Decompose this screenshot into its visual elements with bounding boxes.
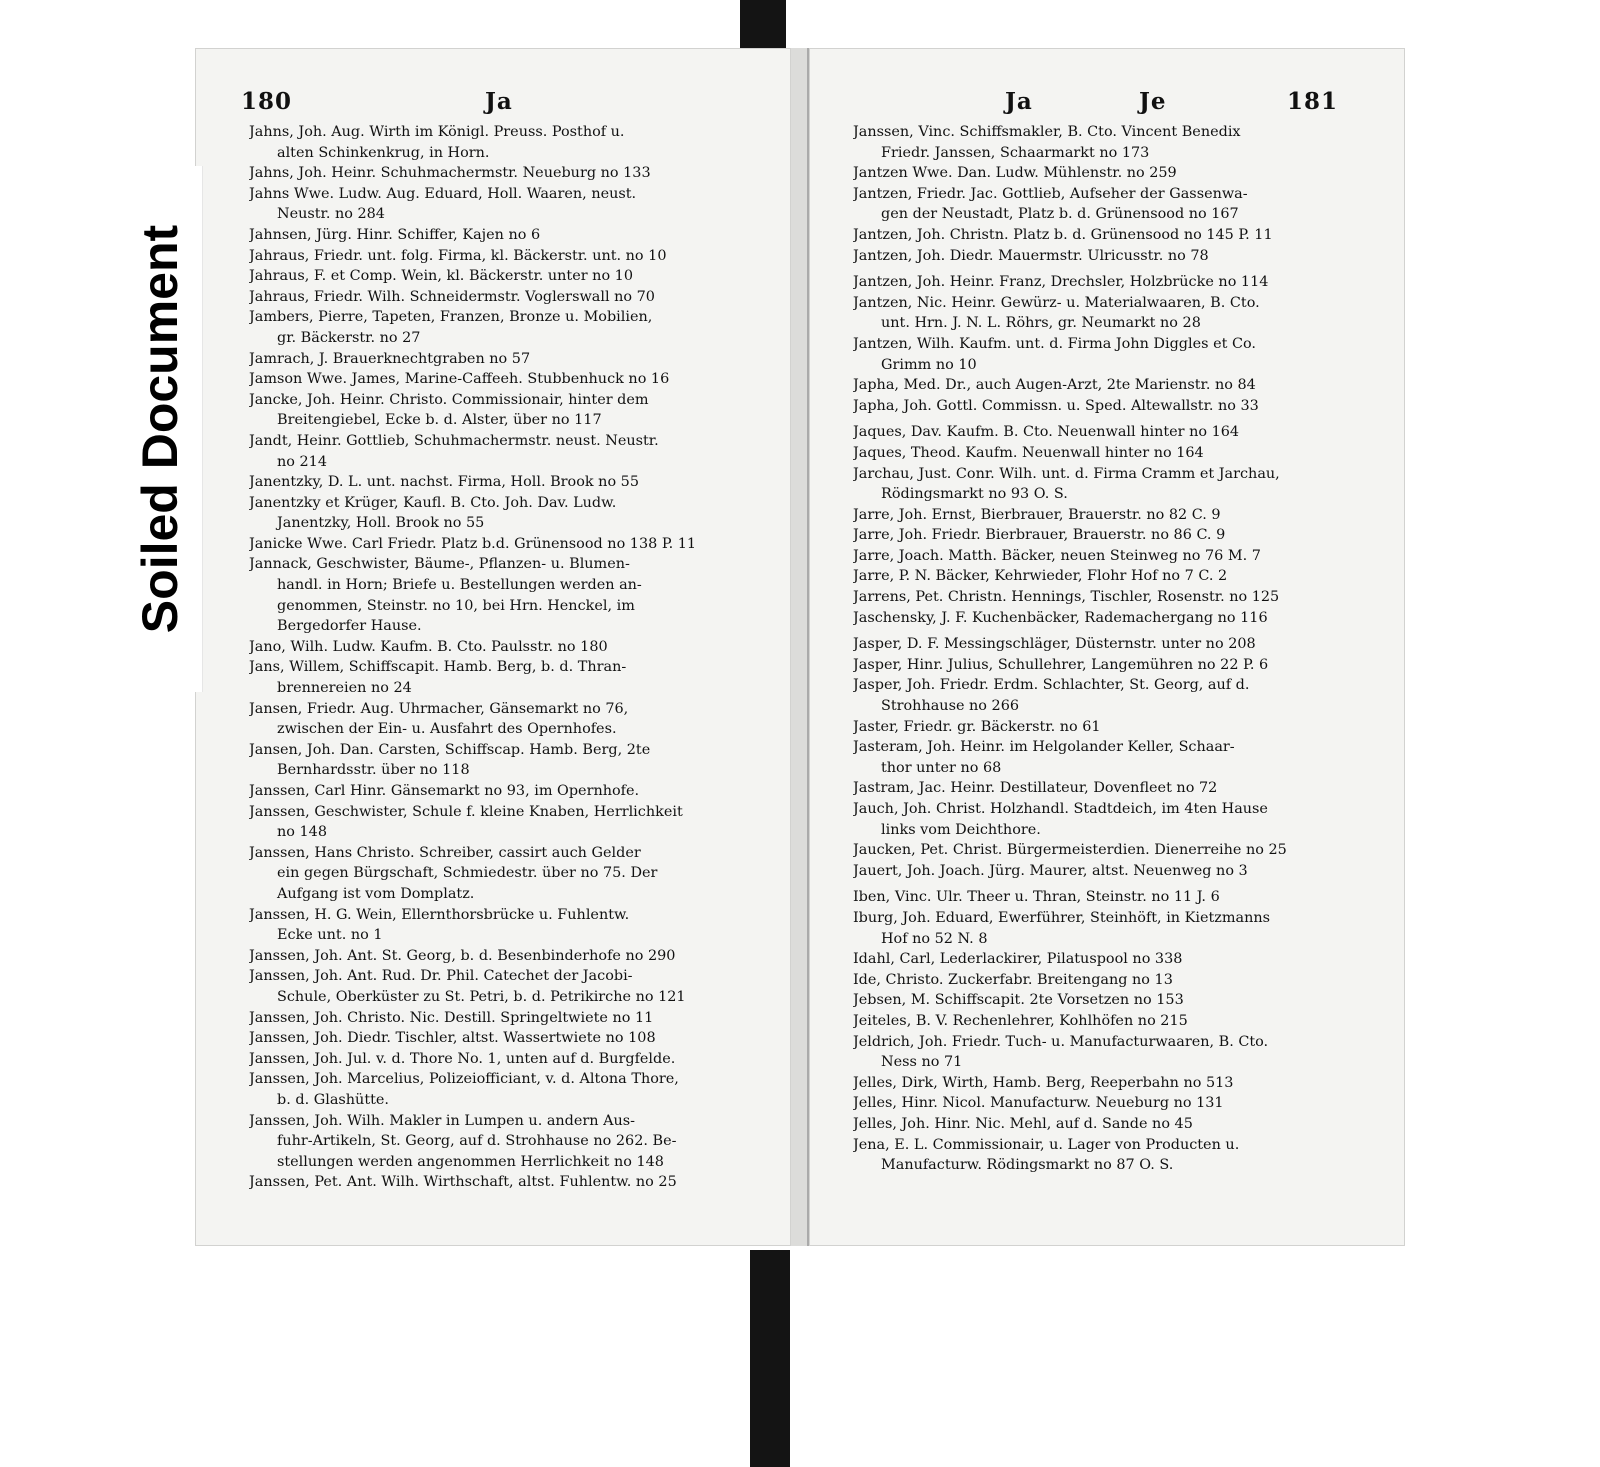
entry-line: Ide, Christo. Zuckerfabr. Breitengang no 13: [853, 971, 1173, 988]
directory-entry: [249, 287, 757, 308]
entry-line: Jantzen, Nic. Heinr. Gewürz- u. Materialwaaren, B. Cto.: [853, 294, 1260, 311]
directory-entry: [853, 1032, 1361, 1073]
page-number-right: 181: [1287, 88, 1339, 115]
directory-entry: [853, 1093, 1361, 1114]
directory-entry: [249, 1008, 757, 1029]
stamp-label: Soiled Document: [132, 224, 188, 634]
entry-line: Jansen, Joh. Dan. Carsten, Schiffscap. Hamb. Berg, 2te: [249, 741, 651, 758]
directory-entry: [853, 396, 1361, 417]
entry-line: Jambers, Pierre, Tapeten, Franzen, Bronze u. Mobilien,: [249, 309, 653, 326]
entry-continuation-line: no 214: [277, 453, 327, 470]
directory-entry: [853, 799, 1361, 840]
entry-line: Jarre, Joh. Ernst, Bierbrauer, Brauerstr. no 82 C. 9: [853, 506, 1221, 523]
entry-line: Janentzky et Krüger, Kaufl. B. Cto. Joh. Dav. Ludw.: [249, 494, 617, 511]
entry-line: Jauch, Joh. Christ. Holzhandl. Stadtdeich, im 4ten Hause: [853, 801, 1268, 817]
entry-line: Janssen, Joh. Ant. Rud. Dr. Phil. Catechet der Jacobi-: [249, 968, 633, 985]
directory-entry: [853, 1073, 1361, 1094]
entry-line: Jaucken, Pet. Christ. Bürgermeisterdien. Dienerreihe no 25: [853, 842, 1287, 859]
directory-entry: [853, 422, 1361, 443]
directory-entry: [249, 1111, 757, 1173]
directory-entry: [249, 246, 757, 267]
entry-continuation-line: fuhr-Artikeln, St. Georg, auf d. Strohhause no 262. Be-: [277, 1133, 677, 1150]
entry-line: Jarre, Joach. Matth. Bäcker, neuen Steinweg no 76 M. 7: [853, 547, 1261, 564]
entry-line: Jano, Wilh. Ludw. Kaufm. B. Cto. Paulsstr. no 180: [249, 638, 608, 655]
entry-continuation-line: Schule, Oberküster zu St. Petri, b. d. Petrikirche no 121: [277, 988, 686, 1005]
entry-line: Jena, E. L. Commissionair, u. Lager von Producten u.: [853, 1136, 1240, 1153]
directory-entry: [853, 546, 1361, 567]
page-number-left: 180: [241, 88, 293, 115]
directory-entry: [853, 225, 1361, 246]
entry-line: Jelles, Dirk, Wirth, Hamb. Berg, Reeperbahn no 513: [853, 1074, 1234, 1091]
directory-entry: [853, 655, 1361, 676]
entry-line: Janssen, Geschwister, Schule f. kleine Knaben, Herrlichkeit: [249, 803, 683, 820]
directory-entry: [853, 840, 1361, 861]
running-header-left: Ja: [485, 88, 513, 115]
entry-line: Jarrens, Pet. Christn. Hennings, Tischler, Rosenstr. no 125: [853, 589, 1280, 606]
directory-entry: [853, 587, 1361, 608]
entry-line: Janssen, Joh. Diedr. Tischler, altst. Wassertwiete no 108: [249, 1030, 656, 1047]
entry-line: Jancke, Joh. Heinr. Christo. Commissionair, hinter dem: [249, 391, 649, 408]
directory-entry: [853, 1114, 1361, 1135]
directory-entry: [853, 861, 1361, 882]
entry-continuation-line: b. d. Glashütte.: [277, 1091, 389, 1108]
directory-entry: [249, 225, 757, 246]
entry-continuation-line: Strohhause no 266: [881, 698, 1020, 715]
entry-line: Jannack, Geschwister, Bäume-, Pflanzen- u. Blumen-: [249, 556, 630, 573]
directory-entry: [249, 266, 757, 287]
entry-line: Jasper, Hinr. Julius, Schullehrer, Langemühren no 22 P. 6: [853, 656, 1269, 673]
directory-entry: [853, 634, 1361, 655]
entry-line: Janssen, Hans Christo. Schreiber, cassirt auch Gelder: [249, 844, 641, 861]
entry-line: Jamrach, J. Brauerknechtgraben no 57: [249, 350, 531, 367]
binding-clip-bottom: [750, 1250, 790, 1467]
entry-line: Jasper, D. F. Messingschläger, Düsternstr. unter no 208: [853, 636, 1256, 653]
entry-continuation-line: Rödingsmarkt no 93 O. S.: [881, 486, 1068, 503]
entry-line: Japha, Med. Dr., auch Augen-Arzt, 2te Marienstr. no 84: [853, 377, 1256, 394]
entry-continuation-line: gen der Neustadt, Platz b. d. Grünensood no 167: [881, 206, 1239, 223]
directory-entry: [249, 637, 757, 658]
entry-line: Jandt, Heinr. Gottlieb, Schuhmachermstr. neust. Neustr.: [249, 432, 659, 449]
directory-entry: [853, 717, 1361, 738]
directory-entry: [853, 443, 1361, 464]
entry-continuation-line: Janentzky, Holl. Brook no 55: [277, 515, 485, 532]
directory-entry: [853, 246, 1361, 267]
entry-line: Jans, Willem, Schiffscapit. Hamb. Berg, b. d. Thran-: [249, 659, 627, 676]
entry-continuation-line: Ecke unt. no 1: [277, 927, 383, 944]
directory-entry: [249, 554, 757, 636]
directory-entry: [249, 657, 757, 698]
directory-entry: [853, 608, 1361, 629]
directory-entry: [249, 946, 757, 967]
directory-entry: [853, 525, 1361, 546]
entry-line: Jamson Wwe. James, Marine-Caffeeh. Stubbenhuck no 16: [249, 371, 670, 388]
entry-line: Jahraus, Friedr. unt. folg. Firma, kl. Bäckerstr. unt. no 10: [249, 247, 667, 264]
entry-continuation-line: Bergedorfer Hause.: [277, 618, 422, 635]
left-page: [195, 48, 792, 1246]
directory-entry: [249, 781, 757, 802]
entry-continuation-line: Manufacturw. Rödingsmarkt no 87 O. S.: [881, 1157, 1174, 1174]
entry-line: Iben, Vinc. Ulr. Theer u. Thran, Steinstr. no 11 J. 6: [853, 889, 1220, 906]
book-spread: [195, 48, 1403, 1246]
entry-continuation-line: Ness no 71: [881, 1054, 963, 1071]
entry-continuation-line: genommen, Steinstr. no 10, bei Hrn. Henckel, im: [277, 597, 635, 614]
directory-entry: [249, 802, 757, 843]
directory-entry: [249, 122, 757, 163]
directory-entry: [853, 293, 1361, 334]
entry-line: Jaques, Dav. Kaufm. B. Cto. Neuenwall hinter no 164: [853, 424, 1240, 441]
directory-entry: [853, 184, 1361, 225]
entry-continuation-line: brennereien no 24: [277, 680, 412, 697]
entry-line: Jasteram, Joh. Heinr. im Helgolander Keller, Schaar-: [853, 739, 1235, 756]
entry-continuation-line: ein gegen Bürgschaft, Schmiedestr. über no 75. Der: [277, 865, 658, 882]
entry-line: Janssen, Joh. Wilh. Makler in Lumpen u. andern Aus-: [249, 1112, 636, 1129]
directory-entry: [249, 534, 757, 555]
directory-entry: [853, 970, 1361, 991]
running-header-right-je: Je: [1139, 88, 1167, 115]
directory-entry: [249, 493, 757, 534]
entry-continuation-line: unt. Hrn. J. N. L. Röhrs, gr. Neumarkt no 28: [881, 315, 1201, 332]
entry-line: Jansen, Friedr. Aug. Uhrmacher, Gänsemarkt no 76,: [249, 700, 629, 717]
entry-line: Jahns, Joh. Heinr. Schuhmachermstr. Neueburg no 133: [249, 165, 651, 182]
directory-entry: [853, 163, 1361, 184]
entry-line: Jeldrich, Joh. Friedr. Tuch- u. Manufacturwaaren, B. Cto.: [853, 1033, 1269, 1050]
entry-line: Janssen, Pet. Ant. Wilh. Wirthschaft, altst. Fuhlentw. no 25: [249, 1174, 677, 1191]
directory-entry: [249, 966, 757, 1007]
book-gutter: [791, 48, 807, 1246]
entry-line: Janssen, Joh. Marcelius, Polizeiofficiant, v. d. Altona Thore,: [249, 1071, 679, 1088]
entry-line: Japha, Joh. Gottl. Commissn. u. Sped. Altewallstr. no 33: [853, 397, 1259, 414]
entry-line: Janssen, Carl Hinr. Gänsemarkt no 93, im Opernhofe.: [249, 783, 640, 799]
directory-entry: [249, 740, 757, 781]
entry-continuation-line: Aufgang ist vom Domplatz.: [277, 885, 475, 902]
entry-continuation-line: Bernhardsstr. über no 118: [277, 762, 470, 779]
directory-entry: [853, 566, 1361, 587]
entry-line: Jelles, Hinr. Nicol. Manufacturw. Neueburg no 131: [853, 1095, 1224, 1112]
directory-entry: [249, 184, 757, 225]
directory-entry: [249, 905, 757, 946]
entry-line: Iburg, Joh. Eduard, Ewerführer, Steinhöft, in Kietzmanns: [853, 909, 1271, 926]
entry-continuation-line: Neustr. no 284: [277, 206, 385, 223]
entry-line: Jantzen, Wilh. Kaufm. unt. d. Firma John Diggles et Co.: [853, 335, 1256, 352]
directory-entry: [853, 990, 1361, 1011]
entry-line: Jauert, Joh. Joach. Jürg. Maurer, altst. Neuenweg no 3: [853, 862, 1248, 879]
directory-entry: [853, 505, 1361, 526]
entry-continuation-line: handl. in Horn; Briefe u. Bestellungen werden an-: [277, 577, 642, 594]
entry-line: Jahraus, Friedr. Wilh. Schneidermstr. Voglerswall no 70: [249, 288, 655, 305]
right-page: [807, 48, 1405, 1246]
entry-continuation-line: stellungen werden angenommen Herrlichkeit no 148: [277, 1153, 664, 1170]
entry-line: Jahnsen, Jürg. Hinr. Schiffer, Kajen no 6: [249, 226, 541, 243]
directory-entry: [249, 472, 757, 493]
directory-entry: [249, 307, 757, 348]
entry-line: Janssen, Joh. Christo. Nic. Destill. Springeltwiete no 11: [249, 1009, 654, 1026]
entry-line: Jarre, P. N. Bäcker, Kehrwieder, Flohr Hof no 7 C. 2: [853, 568, 1228, 585]
directory-entry: [853, 949, 1361, 970]
entry-line: Janssen, H. G. Wein, Ellernthorsbrücke u. Fuhlentw.: [249, 906, 630, 923]
entry-line: Jasper, Joh. Friedr. Erdm. Schlachter, St. Georg, auf d.: [853, 677, 1250, 694]
entry-line: Jantzen, Joh. Heinr. Franz, Drechsler, Holzbrücke no 114: [853, 274, 1269, 291]
entry-line: Jantzen, Joh. Diedr. Mauermstr. Ulricusstr. no 78: [853, 247, 1209, 264]
entry-line: Janentzky, D. L. unt. nachst. Firma, Holl. Brook no 55: [249, 474, 639, 491]
directory-entries-right: [853, 122, 1361, 1176]
directory-entry: [853, 778, 1361, 799]
directory-entry: [249, 1172, 757, 1193]
entry-line: Jeiteles, B. V. Rechenlehrer, Kohlhöfen no 215: [853, 1012, 1188, 1029]
entry-line: Jelles, Joh. Hinr. Nic. Mehl, auf d. Sande no 45: [853, 1115, 1193, 1132]
entry-line: Jarchau, Just. Conr. Wilh. unt. d. Firma Cramm et Jarchau,: [853, 465, 1280, 482]
entry-continuation-line: gr. Bäckerstr. no 27: [277, 329, 421, 346]
entry-line: Jahraus, F. et Comp. Wein, kl. Bäckerstr. unter no 10: [249, 268, 633, 285]
directory-entry: [853, 375, 1361, 396]
entry-continuation-line: alten Schinkenkrug, in Horn.: [277, 144, 490, 161]
entry-continuation-line: zwischen der Ein- u. Ausfahrt des Opernhofes.: [277, 721, 617, 738]
entry-line: Jebsen, M. Schiffscapit. 2te Vorsetzen no 153: [853, 992, 1184, 1009]
directory-entry: [853, 272, 1361, 293]
entry-line: Jaques, Theod. Kaufm. Neuenwall hinter no 164: [853, 444, 1204, 461]
directory-entry: [853, 122, 1361, 163]
directory-entry: [249, 390, 757, 431]
directory-entry: [853, 908, 1361, 949]
directory-entry: [853, 1135, 1361, 1176]
entry-line: Jantzen, Friedr. Jac. Gottlieb, Aufseher der Gassenwa-: [853, 185, 1248, 202]
directory-entry: [249, 1028, 757, 1049]
entry-continuation-line: Breitengiebel, Ecke b. d. Alster, über no 117: [277, 412, 602, 429]
running-header-right-ja: Ja: [1005, 88, 1033, 115]
directory-entry: [249, 1069, 757, 1110]
entry-line: Jarre, Joh. Friedr. Bierbrauer, Brauerstr. no 86 C. 9: [853, 527, 1226, 544]
entry-line: Jahns, Joh. Aug. Wirth im Königl. Preuss. Posthof u.: [249, 124, 625, 140]
directory-entry: [853, 464, 1361, 505]
directory-entry: [249, 1049, 757, 1070]
entry-line: Jahns Wwe. Ludw. Aug. Eduard, Holl. Waaren, neust.: [249, 185, 637, 202]
directory-entry: [853, 675, 1361, 716]
soiled-document-stamp: [118, 166, 203, 692]
entry-continuation-line: Hof no 52 N. 8: [881, 930, 988, 947]
directory-entry: [853, 1011, 1361, 1032]
entry-line: Idahl, Carl, Lederlackirer, Pilatuspool no 338: [853, 951, 1183, 968]
entry-continuation-line: Grimm no 10: [881, 356, 977, 373]
entry-line: Janicke Wwe. Carl Friedr. Platz b.d. Grünensood no 138 P. 11: [249, 535, 697, 552]
directory-entry: [249, 431, 757, 472]
directory-entry: [249, 163, 757, 184]
entry-continuation-line: no 148: [277, 824, 327, 841]
entry-line: Janssen, Joh. Jul. v. d. Thore No. 1, unten auf d. Burgfelde.: [249, 1050, 676, 1067]
directory-entry: [249, 349, 757, 370]
entry-line: Jaster, Friedr. gr. Bäckerstr. no 61: [853, 718, 1101, 735]
entry-line: Janssen, Vinc. Schiffsmakler, B. Cto. Vincent Benedix: [853, 124, 1241, 140]
directory-entry: [853, 737, 1361, 778]
entry-continuation-line: links vom Deichthore.: [881, 821, 1041, 838]
entry-line: Jaschensky, J. F. Kuchenbäcker, Rademachergang no 116: [853, 609, 1268, 626]
entry-line: Jantzen Wwe. Dan. Ludw. Mühlenstr. no 259: [853, 165, 1177, 182]
directory-entries-left: [249, 122, 757, 1193]
directory-entry: [853, 334, 1361, 375]
entry-line: Janssen, Joh. Ant. St. Georg, b. d. Besenbinderhofe no 290: [249, 947, 676, 964]
directory-entry: [249, 699, 757, 740]
entry-line: Jantzen, Joh. Christn. Platz b. d. Grünensood no 145 P. 11: [853, 226, 1273, 243]
entry-continuation-line: thor unter no 68: [881, 759, 1002, 776]
entry-continuation-line: Friedr. Janssen, Schaarmarkt no 173: [881, 144, 1150, 161]
directory-entry: [249, 843, 757, 905]
directory-entry: [853, 887, 1361, 908]
entry-line: Jastram, Jac. Heinr. Destillateur, Dovenfleet no 72: [853, 780, 1218, 797]
directory-entry: [249, 369, 757, 390]
